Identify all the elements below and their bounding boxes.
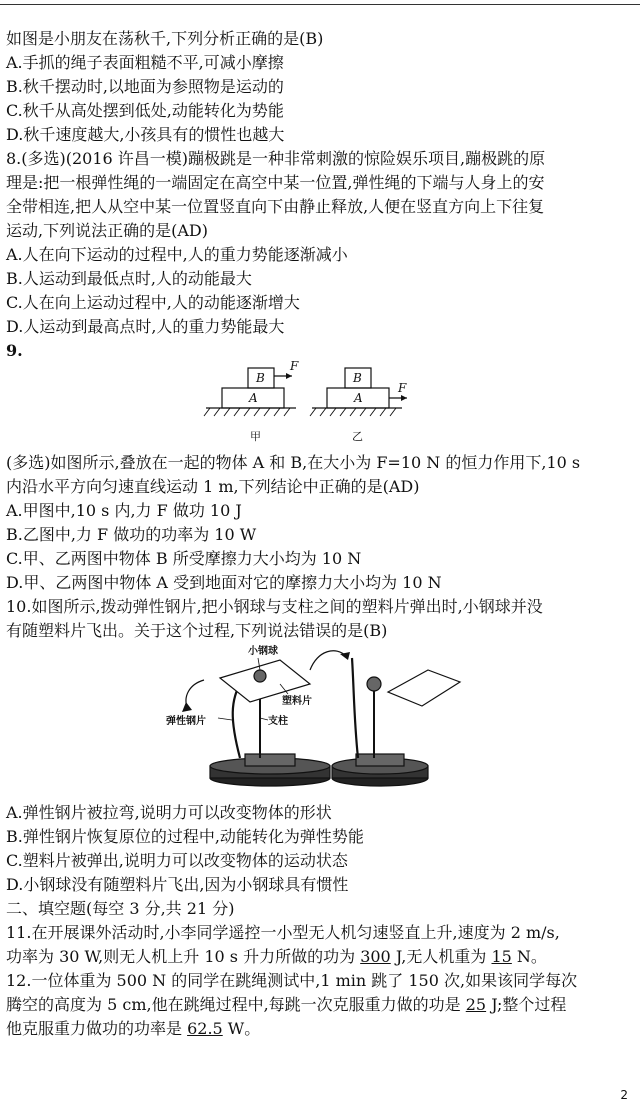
plastic-card-flying — [388, 670, 460, 706]
q9-figure — [200, 360, 440, 446]
force-arrowhead-left — [286, 373, 292, 379]
label-f-left: F — [290, 360, 299, 373]
label-steel-ball: 小钢球 — [248, 646, 278, 657]
q8-stem-line2: 理是:把一根弹性绳的一端固定在高空中某一位置,弹性绳的下端与人身上的安 — [6, 173, 545, 192]
q11-answer-work: 300 — [360, 947, 391, 966]
q11-text-a: 功率为 30 W,则无人机上升 10 s 升力所做的功为 — [6, 947, 361, 966]
q7-option-b: B.秋千摆动时,以地面为参照物是运动的 — [6, 77, 284, 96]
section-heading-fill-blank: 二、填空题(每空 3 分,共 21 分) — [6, 899, 235, 918]
q11-answer-weight: 15 — [491, 947, 512, 966]
q9-stem-line2: 内沿水平方向匀速直线运动 1 m,下列结论中正确的是(AD) — [6, 477, 420, 496]
base-left-block — [245, 754, 295, 766]
q12-answer-work: 25 — [465, 995, 487, 1014]
q10-option-c: C.塑料片被弹出,说明力可以改变物体的运动状态 — [6, 851, 348, 870]
q7-option-c: C.秋千从高处摆到低处,动能转化为势能 — [6, 101, 284, 120]
q8-stem-line4: 运动,下列说法正确的是(AD) — [6, 221, 208, 240]
q12-text-a: 腾空的高度为 5 cm,他在跳绳过程中,每跳一次克服重力做的功是 — [6, 995, 466, 1014]
q12-stem-line2 — [6, 994, 566, 1016]
q10-option-d: D.小钢球没有随塑料片飞出,因为小钢球具有惯性 — [6, 875, 349, 894]
label-f-right: F — [398, 381, 407, 395]
q9-option-b: B.乙图中,力 F 做功的功率为 10 W — [6, 525, 257, 544]
q9-option-a: A.甲图中,10 s 内,力 F 做功 10 J — [6, 501, 242, 520]
q11-text-b: J,无人机重为 — [390, 947, 492, 966]
label-a-right: A — [354, 391, 363, 405]
q9-option-d: D.甲、乙两图中物体 A 受到地面对它的摩擦力大小均为 10 N — [6, 573, 442, 592]
spring-steel-right — [352, 658, 358, 758]
steel-ball-left — [254, 670, 266, 682]
q7-option-a: A.手抓的绳子表面粗糙不平,可减小摩擦 — [6, 53, 284, 72]
q10-stem-line1: 10.如图所示,拨动弹性钢片,把小钢球与支柱之间的塑料片弹出时,小钢球并没 — [6, 597, 543, 616]
q10-option-b: B.弹性钢片恢复原位的过程中,动能转化为弹性势能 — [6, 827, 364, 846]
q12-stem-line3 — [6, 1018, 260, 1040]
q8-stem-line3: 全带相连,把人从空中某一位置竖直向下由静止释放,人便在竖直方向上下往复 — [6, 197, 545, 216]
q10-figure — [160, 640, 470, 790]
page-number: 2 — [620, 1088, 628, 1102]
q7-option-d: D.秋千速度越大,小孩具有的惯性也越大 — [6, 125, 285, 144]
ground-hatch-right — [310, 408, 396, 416]
label-a-left: A — [249, 391, 258, 405]
label-b-left: B — [256, 371, 265, 385]
steel-ball-right — [367, 677, 381, 691]
q12-text-b: J;整个过程 — [486, 995, 567, 1014]
q12-text-c: 他克服重力做功的功率是 — [6, 1019, 188, 1038]
caption-jia: 甲 — [250, 430, 261, 443]
q9-option-c: C.甲、乙两图中物体 B 所受摩擦力大小均为 10 N — [6, 549, 362, 568]
q12-text-d: W。 — [222, 1019, 261, 1038]
leader-pillar — [260, 718, 268, 720]
q8-stem-line1: 8.(多选)(2016 许昌一模)蹦极跳是一种非常刺激的惊险娱乐项目,蹦极跳的原 — [6, 149, 546, 168]
q9-number: 9. — [6, 341, 23, 360]
bend-arrow-left — [186, 680, 204, 710]
base-right-block — [356, 754, 404, 766]
q7-stem: 如图是小朋友在荡秋千,下列分析正确的是(B) — [6, 29, 324, 48]
q10-apparatus-right — [310, 651, 460, 786]
q8-option-d: D.人运动到最高点时,人的重力势能最大 — [6, 317, 285, 336]
q8-option-a: A.人在向下运动的过程中,人的重力势能逐渐减小 — [6, 245, 348, 264]
q10-option-a: A.弹性钢片被拉弯,说明力可以改变物体的形状 — [6, 803, 332, 822]
q8-option-c: C.人在向上运动过程中,人的动能逐渐增大 — [6, 293, 300, 312]
q9-stem-line1: (多选)如图所示,叠放在一起的物体 A 和 B,在大小为 F=10 N 的恒力作用下,10 s — [6, 453, 581, 472]
q12-answer-power: 62.5 — [187, 1019, 223, 1038]
ground-hatch-left — [204, 408, 290, 416]
release-arrow-right — [310, 651, 346, 670]
label-spring-steel: 弹性钢片 — [166, 716, 206, 727]
label-plastic-card: 塑料片 — [282, 696, 312, 707]
leader-spring — [218, 718, 232, 720]
label-pillar: 支柱 — [268, 716, 288, 727]
caption-yi: 乙 — [352, 430, 363, 443]
q12-stem-line1: 12.一位体重为 500 N 的同学在跳绳测试中,1 min 跳了 150 次,如果该同学每次 — [6, 971, 578, 990]
top-rule — [0, 4, 640, 5]
q10-stem-line2: 有随塑料片飞出。关于这个过程,下列说法错误的是(B) — [6, 621, 388, 640]
force-arrowhead-right — [401, 395, 407, 401]
q11-stem-line1: 11.在开展课外活动时,小李同学遥控一小型无人机匀速竖直上升,速度为 2 m/s, — [6, 923, 560, 942]
q11-stem-line2 — [6, 946, 547, 968]
label-b-right: B — [353, 371, 362, 385]
q8-option-b: B.人运动到最低点时,人的动能最大 — [6, 269, 252, 288]
bend-arrowhead-left — [182, 702, 192, 712]
q11-text-c: N。 — [511, 947, 547, 966]
